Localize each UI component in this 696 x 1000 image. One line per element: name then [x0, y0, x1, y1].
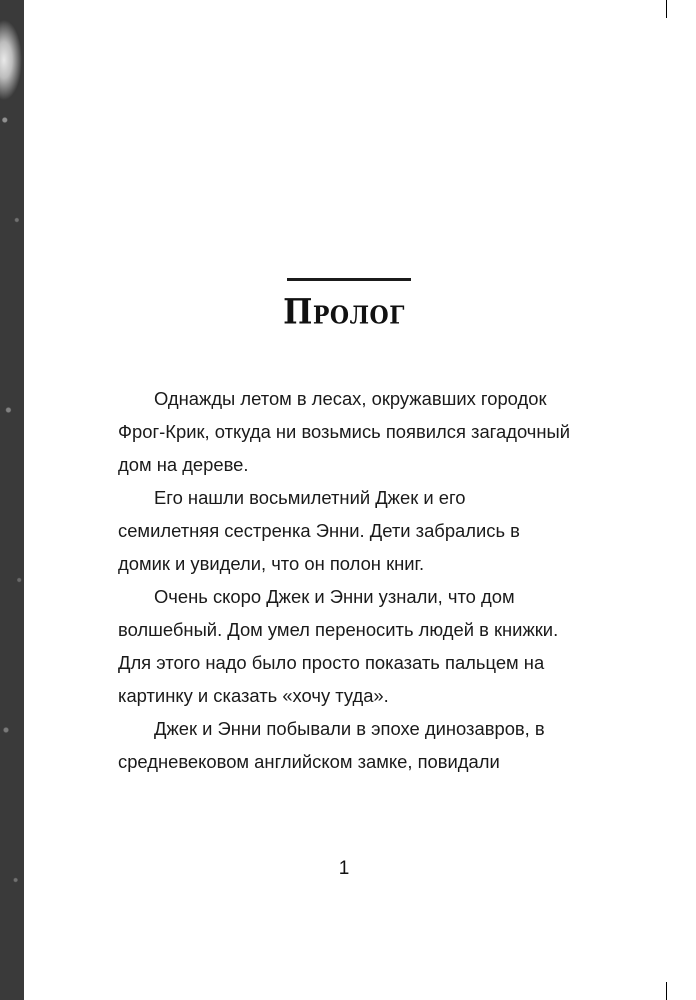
- paragraph: Его нашли восьмилетний Джек и его семилетняя сестренка Энни. Дети забрались в домик и увидели, что он полон книг.: [118, 487, 520, 574]
- chapter-divider-rule: [287, 278, 411, 281]
- text-column: [118, 0, 570, 1000]
- chapter-title: Пролог: [283, 292, 405, 333]
- illustration-texture: [0, 0, 24, 1000]
- paragraph: Джек и Энни побывали в эпохе динозавров, в средневековом английском замке, повидали: [118, 718, 545, 772]
- page-gutter: [24, 0, 32, 1000]
- crop-mark-top-right: [666, 0, 667, 18]
- body-text: [118, 382, 570, 778]
- paragraph: Однажды летом в лесах, окружавших городок Фрог-Крик, откуда ни возьмись появился загадочный дом на дереве.: [118, 388, 570, 475]
- crop-mark-bottom-right: [666, 982, 667, 1000]
- page-number: 1: [338, 858, 350, 879]
- adjacent-page-illustration: [0, 0, 24, 1000]
- paragraph: Очень скоро Джек и Энни узнали, что дом волшебный. Дом умел переносить людей в книжки. Для этого надо было просто показать пальцем на картинку и сказать «хочу туда».: [118, 586, 559, 706]
